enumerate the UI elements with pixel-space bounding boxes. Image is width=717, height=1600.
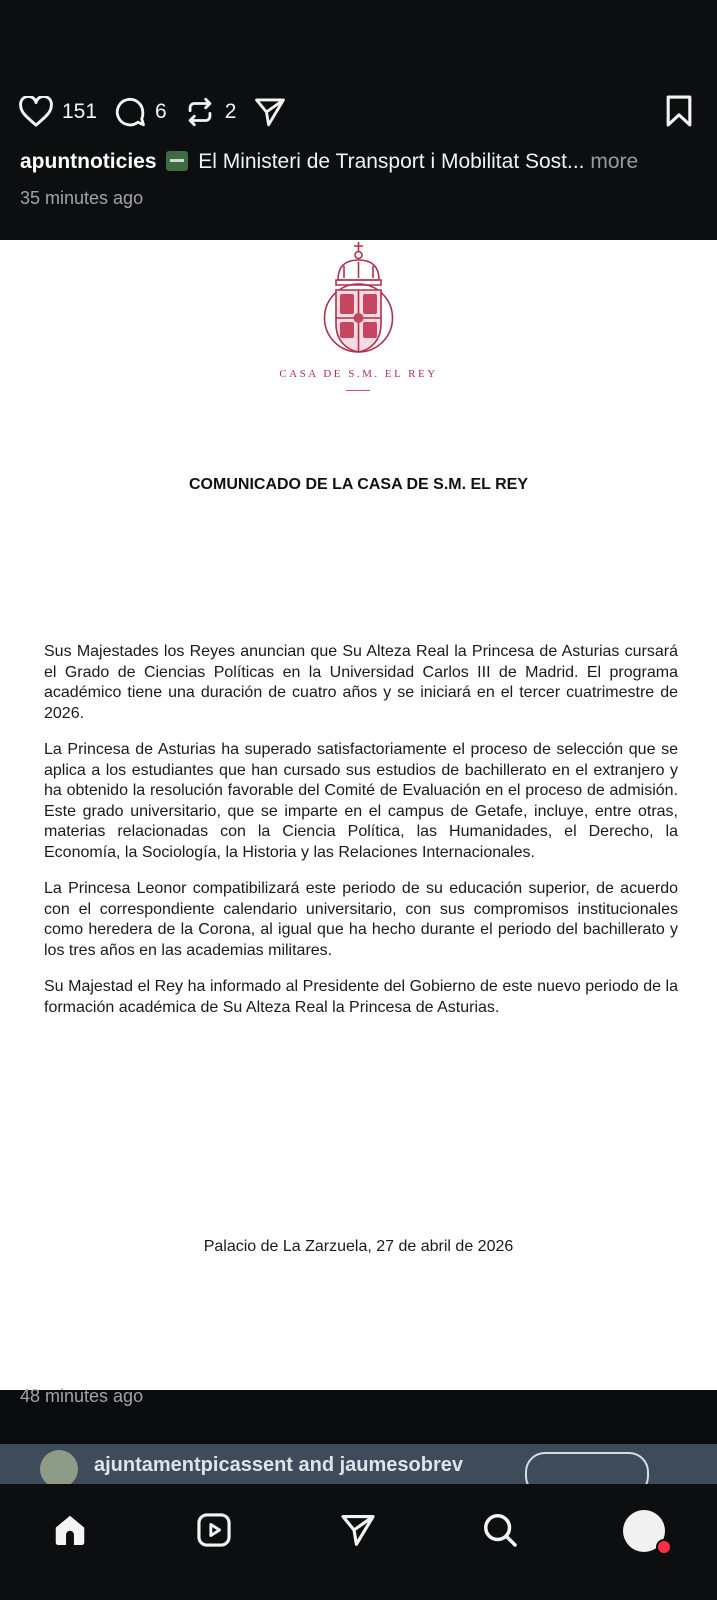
send-icon xyxy=(339,1511,377,1549)
reels-icon xyxy=(195,1511,233,1549)
repost-button[interactable] xyxy=(183,95,237,129)
nav-search[interactable] xyxy=(478,1508,522,1552)
more-link[interactable]: more xyxy=(590,150,639,173)
heart-icon xyxy=(18,96,54,128)
document-signoff: Palacio de La Zarzuela, 27 de abril de 2026 xyxy=(203,1238,514,1255)
document-body xyxy=(44,642,678,1034)
bookmark-button[interactable] xyxy=(663,94,695,133)
home-icon xyxy=(51,1511,89,1549)
royal-crest-icon xyxy=(322,240,395,360)
avatar[interactable] xyxy=(40,1450,78,1486)
like-count: 151 xyxy=(62,100,98,123)
post-actions xyxy=(18,90,304,134)
follow-button[interactable] xyxy=(525,1452,649,1486)
bottom-navigation xyxy=(0,1484,717,1600)
post-header xyxy=(0,0,717,240)
previous-post-timestamp: 48 minutes ago xyxy=(20,1386,144,1406)
caption-text: El Ministeri de Transport i Mobilitat Sost... xyxy=(198,150,585,173)
search-icon xyxy=(481,1511,519,1549)
share-button[interactable] xyxy=(252,95,288,129)
document-paragraph: La Princesa Leonor compatibilizará este periodo de su educación superior, de acuerdo con el correspondiente calendario universitario, con sus compromisos institucionales como heredera de la Corona, al igual que ha hecho durante el periodo del bachillerato y los tres años en las academias militares. xyxy=(44,880,678,959)
house-divider xyxy=(346,390,370,391)
post-image-document[interactable] xyxy=(0,240,717,1390)
repost-count: 2 xyxy=(224,100,237,123)
comment-count: 6 xyxy=(155,100,167,123)
nav-messages[interactable] xyxy=(336,1508,380,1552)
notification-dot xyxy=(656,1539,672,1555)
document-paragraph: Su Majestad el Rey ha informado al Presidente del Gobierno de este nuevo periodo de la formación académica de Su Alteza Real la Princesa de Asturias. xyxy=(44,978,678,1016)
road-emoji-icon xyxy=(166,151,188,171)
like-button[interactable] xyxy=(18,96,97,128)
repost-icon xyxy=(183,95,217,129)
send-icon xyxy=(252,95,288,129)
nav-reels[interactable] xyxy=(192,1508,236,1552)
nav-home[interactable] xyxy=(48,1508,92,1552)
document-paragraph: La Princesa de Asturias ha superado satisfactoriamente el proceso de selección que se aplica a los estudiantes que han cursado sus estudios de bachillerato en el extranjero y ha obtenido la resolución favorable del Comité de Evaluación en el proceso de admisión. Este grado universitario, que se imparte en el campus de Getafe, incluye, entre otras, materias relacionadas con la Ciencia Política, las Humanidades, el Derecho, la Economía, la Sociología, la Historia y las Relaciones Internacionales. xyxy=(44,741,678,861)
comment-icon xyxy=(113,95,147,129)
bookmark-icon xyxy=(663,94,695,128)
document-paragraph: Sus Majestades los Reyes anuncian que Su Alteza Real la Princesa de Asturias cursará el Grado de Ciencias Políticas en la Universidad Carlos III de Madrid. El programa académico tiene una duración de cuatro años y se iniciará en el tercer cuatrimestre de 2026. xyxy=(44,643,678,722)
royal-house-label: CASA DE S.M. EL REY xyxy=(279,368,438,380)
document-heading: COMUNICADO DE LA CASA DE S.M. EL REY xyxy=(189,476,528,493)
post-username[interactable]: apuntnoticies xyxy=(20,150,157,173)
comment-button[interactable] xyxy=(113,95,167,129)
next-post-usernames[interactable]: ajuntamentpicassent and jaumesobrev xyxy=(94,1454,464,1476)
next-post-header[interactable] xyxy=(0,1444,717,1486)
post-caption[interactable] xyxy=(20,150,700,174)
post-timestamp: 35 minutes ago xyxy=(20,188,144,208)
